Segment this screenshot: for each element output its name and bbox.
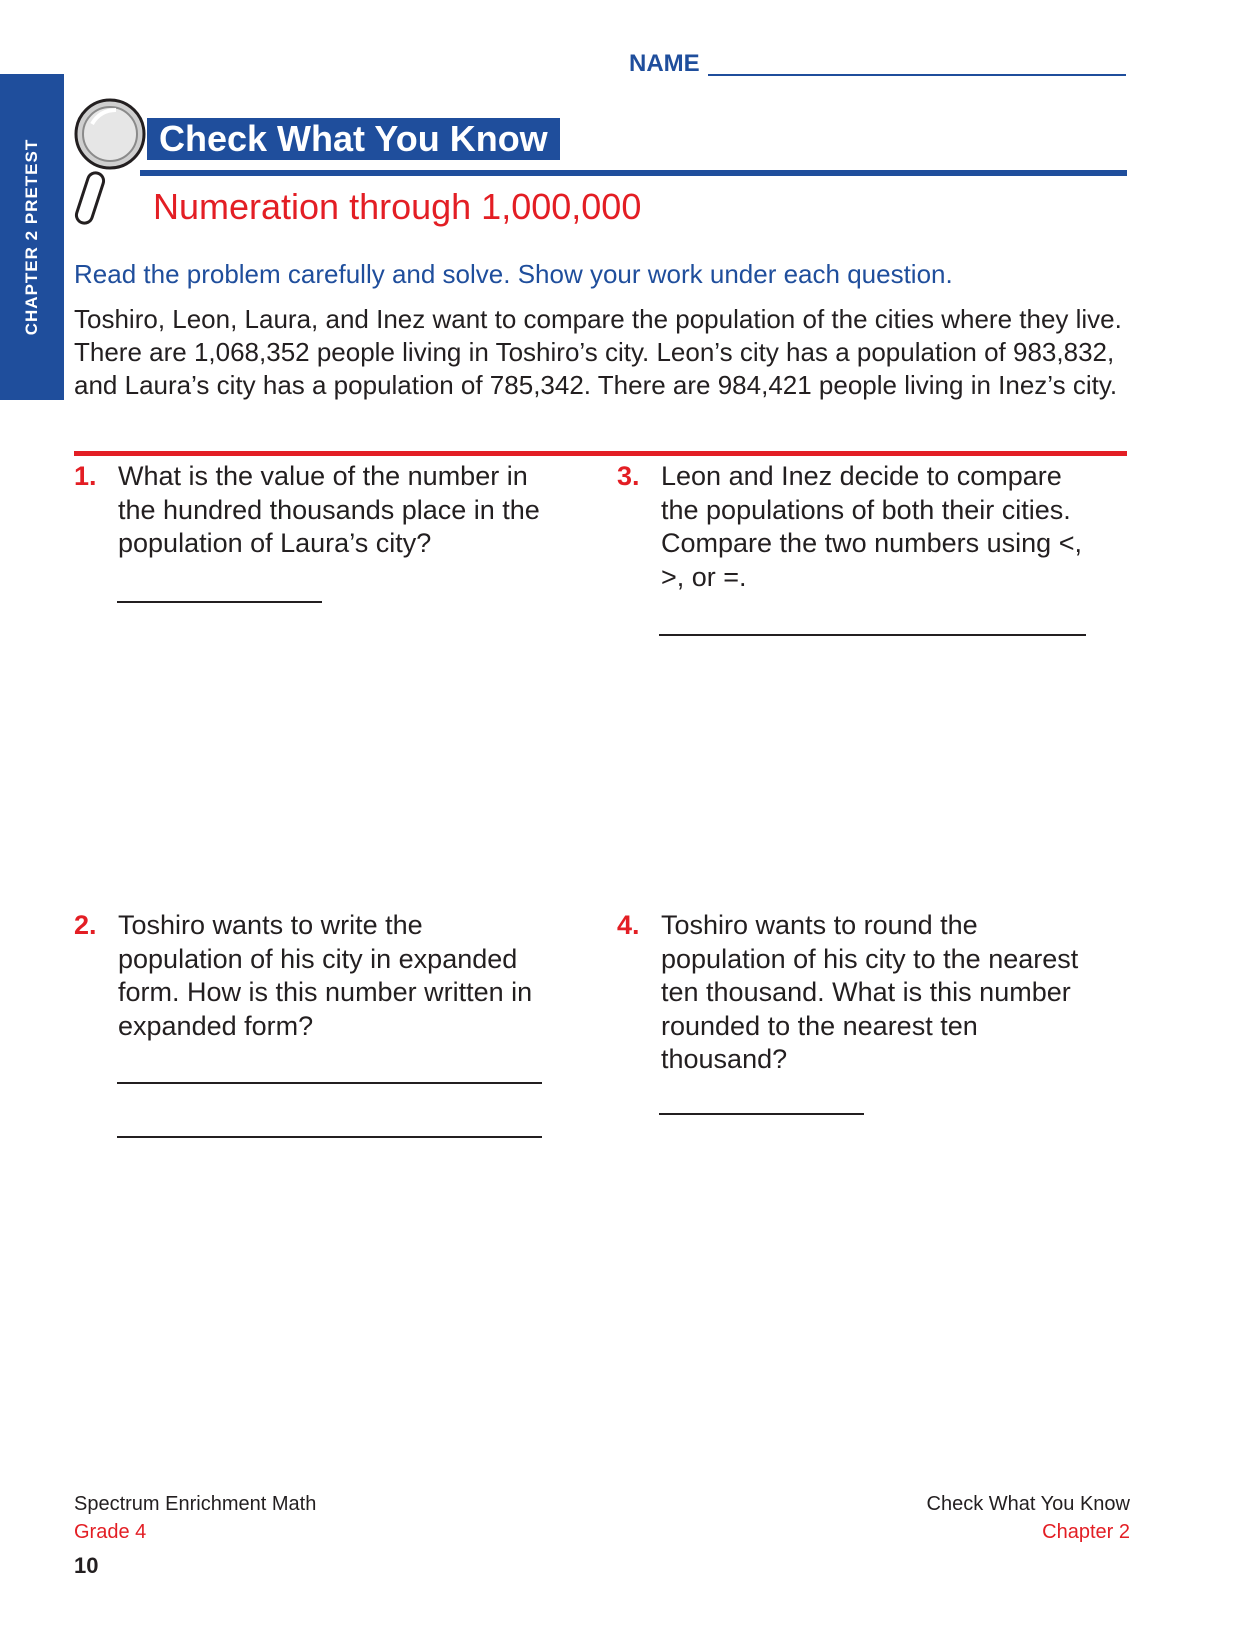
answer-line-4[interactable]: [659, 1113, 864, 1115]
section-name: Check What You Know: [926, 1493, 1130, 1515]
book-title: Spectrum Enrichment Math: [74, 1493, 317, 1515]
answer-line-1[interactable]: [117, 601, 322, 603]
question-text: Toshiro wants to round the population of his city to the nearest ten thousand. What is this number rounded to the nearest ten thousand?: [661, 910, 1079, 1074]
name-field: [629, 52, 1126, 76]
question-number: 2.: [74, 910, 97, 940]
footer-right: [927, 1490, 1130, 1546]
question-3: [617, 460, 1091, 594]
story-problem: Toshiro, Leon, Laura, and Inez want to compare the population of the cities where they live. There are 1,068,352 people living in Toshiro’s city. Leon’s city has a population of 983,832, and Laura’s city has a population of 785,342. There are 984,421 people living in Inez’s city.: [74, 304, 1122, 400]
page-title: Numeration through 1,000,000: [153, 186, 642, 227]
question-text: Leon and Inez decide to compare the populations of both their cities. Compare the two numbers using <, >, or =.: [661, 461, 1082, 592]
section-banner: Check What You Know: [147, 118, 560, 160]
answer-line-2b[interactable]: [117, 1136, 542, 1138]
question-number: 4.: [617, 910, 640, 940]
directions: Read the problem carefully and solve. Show your work under each question.: [74, 259, 953, 289]
chapter-name: Chapter 2: [1042, 1521, 1130, 1543]
question-number: 1.: [74, 461, 97, 491]
answer-line-2a[interactable]: [117, 1082, 542, 1084]
name-line[interactable]: [708, 52, 1126, 76]
banner-rule: [140, 170, 1127, 176]
question-text: What is the value of the number in the hundred thousands place in the population of Laura’s city?: [118, 461, 540, 558]
chapter-label: CHAPTER 2 PRETEST: [22, 138, 41, 336]
grade-label: Grade 4: [74, 1521, 147, 1543]
question-4: [617, 909, 1091, 1077]
magnifying-glass-icon: [74, 98, 154, 226]
question-text: Toshiro wants to write the population of his city in expanded form. How is this number written in expanded form?: [118, 910, 533, 1041]
page-number: 10: [74, 1553, 99, 1578]
section-divider: [74, 451, 1127, 456]
answer-line-3[interactable]: [659, 634, 1086, 636]
question-number: 3.: [617, 461, 640, 491]
question-2: [74, 909, 548, 1043]
question-1: [74, 460, 558, 561]
footer-left: [74, 1490, 316, 1546]
name-label: NAME: [629, 50, 700, 77]
